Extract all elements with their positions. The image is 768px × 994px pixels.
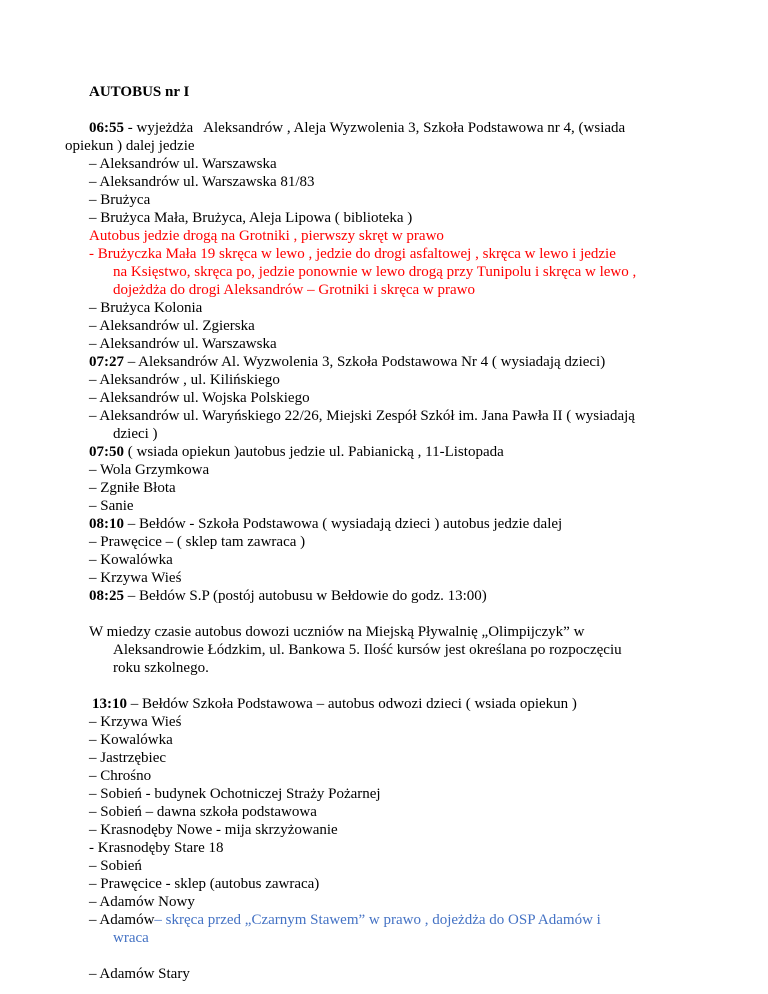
route-note-blue: wraca [113,930,149,946]
time-0750: 07:50 [89,444,124,460]
stop-item: – Kowalówka [89,732,173,748]
stop-item: – Kowalówka [89,552,173,568]
stop-item: – Aleksandrów ul. Warszawska 81/83 [89,174,315,190]
departure-line-cont: opiekun ) dalej jedzie [65,138,195,154]
arrival-line: 07:27 – Aleksandrów Al. Wyzwolenia 3, Szkoła Podstawowa Nr 4 ( wysiadają dzieci) [89,354,606,370]
time-0727: 07:27 [89,354,124,370]
stop-item: dzieci ) [113,426,158,442]
route-note-red: Autobus jedzie drogą na Grotniki , pierwszy skręt w prawo [89,228,444,244]
note-paragraph: roku szkolnego. [113,660,209,676]
page-title: AUTOBUS nr I [89,84,190,100]
stop-item: – Aleksandrów ul. Warszawska [89,156,277,172]
stop-item: – Zgniłe Błota [89,480,176,496]
stop-item: – Aleksandrów ul. Warszawska [89,336,277,352]
note-paragraph: Aleksandrowie Łódzkim, ul. Bankowa 5. Ilość kursów jest określana po rozpoczęciu [113,642,622,658]
stop-item: – Krasnodęby Nowe - mija skrzyżowanie [89,822,338,838]
stop-item: – Adamów Nowy [89,894,195,910]
stop-item-adamow: – Adamów– skręca przed „Czarnym Stawem” w prawo , dojeżdża do OSP Adamów i [89,912,601,928]
departure-verb: - wyjeżdża [124,120,194,136]
stop-item: – Aleksandrów ul. Waryńskiego 22/26, Miejski Zespół Szkół im. Jana Pawła II ( wysiadają [89,408,635,424]
arrival-line: 08:10 – Bełdów - Szkoła Podstawowa ( wysiadają dzieci ) autobus jedzie dalej [89,516,563,532]
stop-item: – Krzywa Wieś [89,714,182,730]
stop-item: - Krasnodęby Stare 18 [89,840,224,856]
stop-item: – Wola Grzymkowa [89,462,210,478]
time-0655: 06:55 [89,120,124,136]
arrival-line: 08:25 – Bełdów S.P (postój autobusu w Bełdowie do godz. 13:00) [89,588,487,604]
stop-item: – Brużyca Mała, Brużyca, Aleja Lipowa ( biblioteka ) [89,210,413,226]
note-paragraph: W miedzy czasie autobus dowozi uczniów na Miejską Pływalnię „Olimpijczyk” w [89,624,585,640]
stop-item: – Brużyca Kolonia [89,300,203,316]
departure-place: Aleksandrów , Aleja Wyzwolenia 3, Szkoła Podstawowa nr 4, (wsiada [203,120,626,136]
stop-item: – Jastrzębiec [89,750,167,766]
stop-item: – Sobień – dawna szkoła podstawowa [89,804,317,820]
stop-item: – Sobień [89,858,142,874]
stop-item: – Aleksandrów , ul. Kilińskiego [89,372,280,388]
time-1310: 13:10 [92,696,127,712]
stop-item: – Adamów Stary [89,966,190,982]
departure-line: 07:50 ( wsiada opiekun )autobus jedzie ul. Pabianicką , 11-Listopada [89,444,504,460]
route-note-blue: – skręca przed „Czarnym Stawem” w prawo , dojeżdża do OSP Adamów i [154,912,601,928]
stop-item: – Aleksandrów ul. Zgierska [89,318,255,334]
stop-item: – Prawęcice – ( sklep tam zawraca ) [89,534,306,550]
time-0825: 08:25 [89,588,124,604]
time-0810: 08:10 [89,516,124,532]
route-note-red: dojeżdża do drogi Aleksandrów – Grotniki i skręca w prawo [113,282,475,298]
stop-item: – Sanie [89,498,134,514]
stop-item: – Aleksandrów ul. Wojska Polskiego [89,390,310,406]
route-note-red: - Brużyczka Mała 19 skręca w lewo , jedzie do drogi asfaltowej , skręca w lewo i jedzie [89,246,616,262]
stop-item: – Brużyca [89,192,151,208]
stop-item: – Krzywa Wieś [89,570,182,586]
stop-item: – Prawęcice - sklep (autobus zawraca) [89,876,320,892]
departure-line [89,119,625,137]
departure-line: 13:10 – Bełdów Szkoła Podstawowa – autobus odwozi dzieci ( wsiada opiekun ) [92,696,577,712]
route-note-red: na Księstwo, skręca po, jedzie ponownie w lewo drogą przy Tunipolu i skręca w lewo , [113,264,637,280]
stop-item: – Sobień - budynek Ochotniczej Straży Pożarnej [89,786,381,802]
stop-item: – Chrośno [89,768,152,784]
